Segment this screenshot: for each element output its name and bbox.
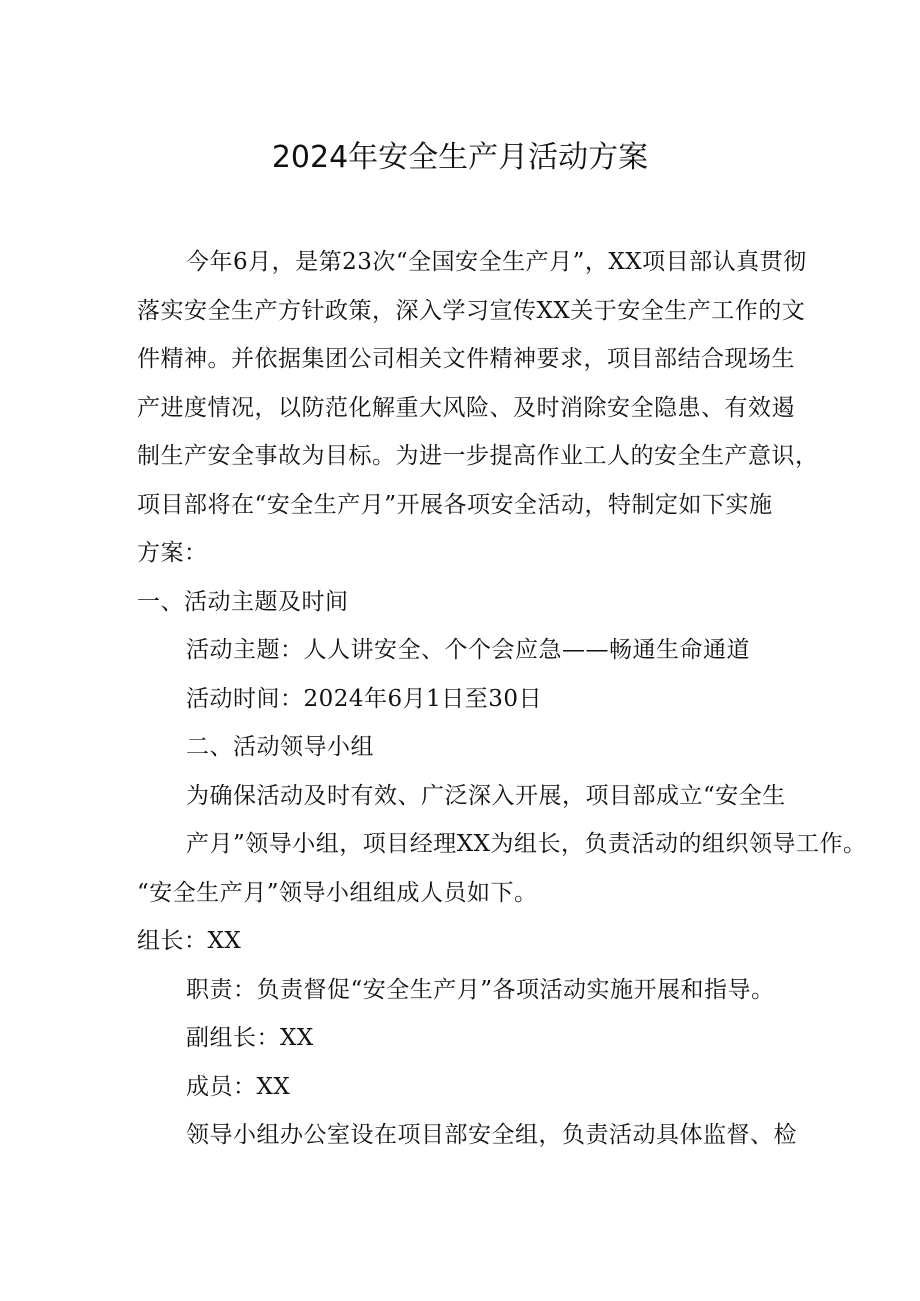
activity-theme: 活动主题：人人讲安全、个个会应急——畅通生命通道 bbox=[186, 637, 750, 663]
paragraph-line: 为确保活动及时有效、广泛深入开展，项目部成立“安全生 bbox=[186, 783, 786, 809]
members: 成员：XX bbox=[186, 1074, 291, 1100]
activity-time: 活动时间：2024年6月1日至30日 bbox=[186, 686, 543, 712]
paragraph-line: 落实安全生产方针政策，深入学习宣传XX关于安全生产工作的文 bbox=[137, 298, 806, 324]
document-title: 2024年安全生产月活动方案 bbox=[271, 140, 649, 175]
paragraph-line: 领导小组办公室设在项目部安全组，负责活动具体监督、检 bbox=[186, 1122, 797, 1148]
paragraph-line: 今年6月，是第23次“全国安全生产月”，XX项目部认真贯彻 bbox=[186, 249, 807, 275]
responsibility: 职责：负责督促“安全生产月”各项活动实施开展和指导。 bbox=[186, 977, 775, 1003]
paragraph-line: 产月”领导小组，项目经理XX为组长，负责活动的组织领导工作。 bbox=[186, 831, 867, 857]
section-heading-2: 二、活动领导小组 bbox=[186, 734, 374, 760]
paragraph-line: 制生产安全事故为目标。为进一步提高作业工人的安全生产意识， bbox=[137, 443, 819, 469]
paragraph-line: 项目部将在“安全生产月”开展各项安全活动，特制定如下实施 bbox=[137, 492, 773, 518]
group-leader: 组长：XX bbox=[137, 928, 242, 954]
paragraph-line: 产进度情况，以防范化解重大风险、及时消除安全隐患、有效遏 bbox=[137, 395, 795, 421]
paragraph-line: 方案： bbox=[137, 540, 208, 566]
deputy-leader: 副组长：XX bbox=[186, 1025, 314, 1051]
section-heading-1: 一、活动主题及时间 bbox=[137, 589, 349, 615]
paragraph-line: 件精神。并依据集团公司相关文件精神要求，项目部结合现场生 bbox=[137, 346, 795, 372]
paragraph-line: “安全生产月”领导小组组成人员如下。 bbox=[137, 880, 538, 906]
